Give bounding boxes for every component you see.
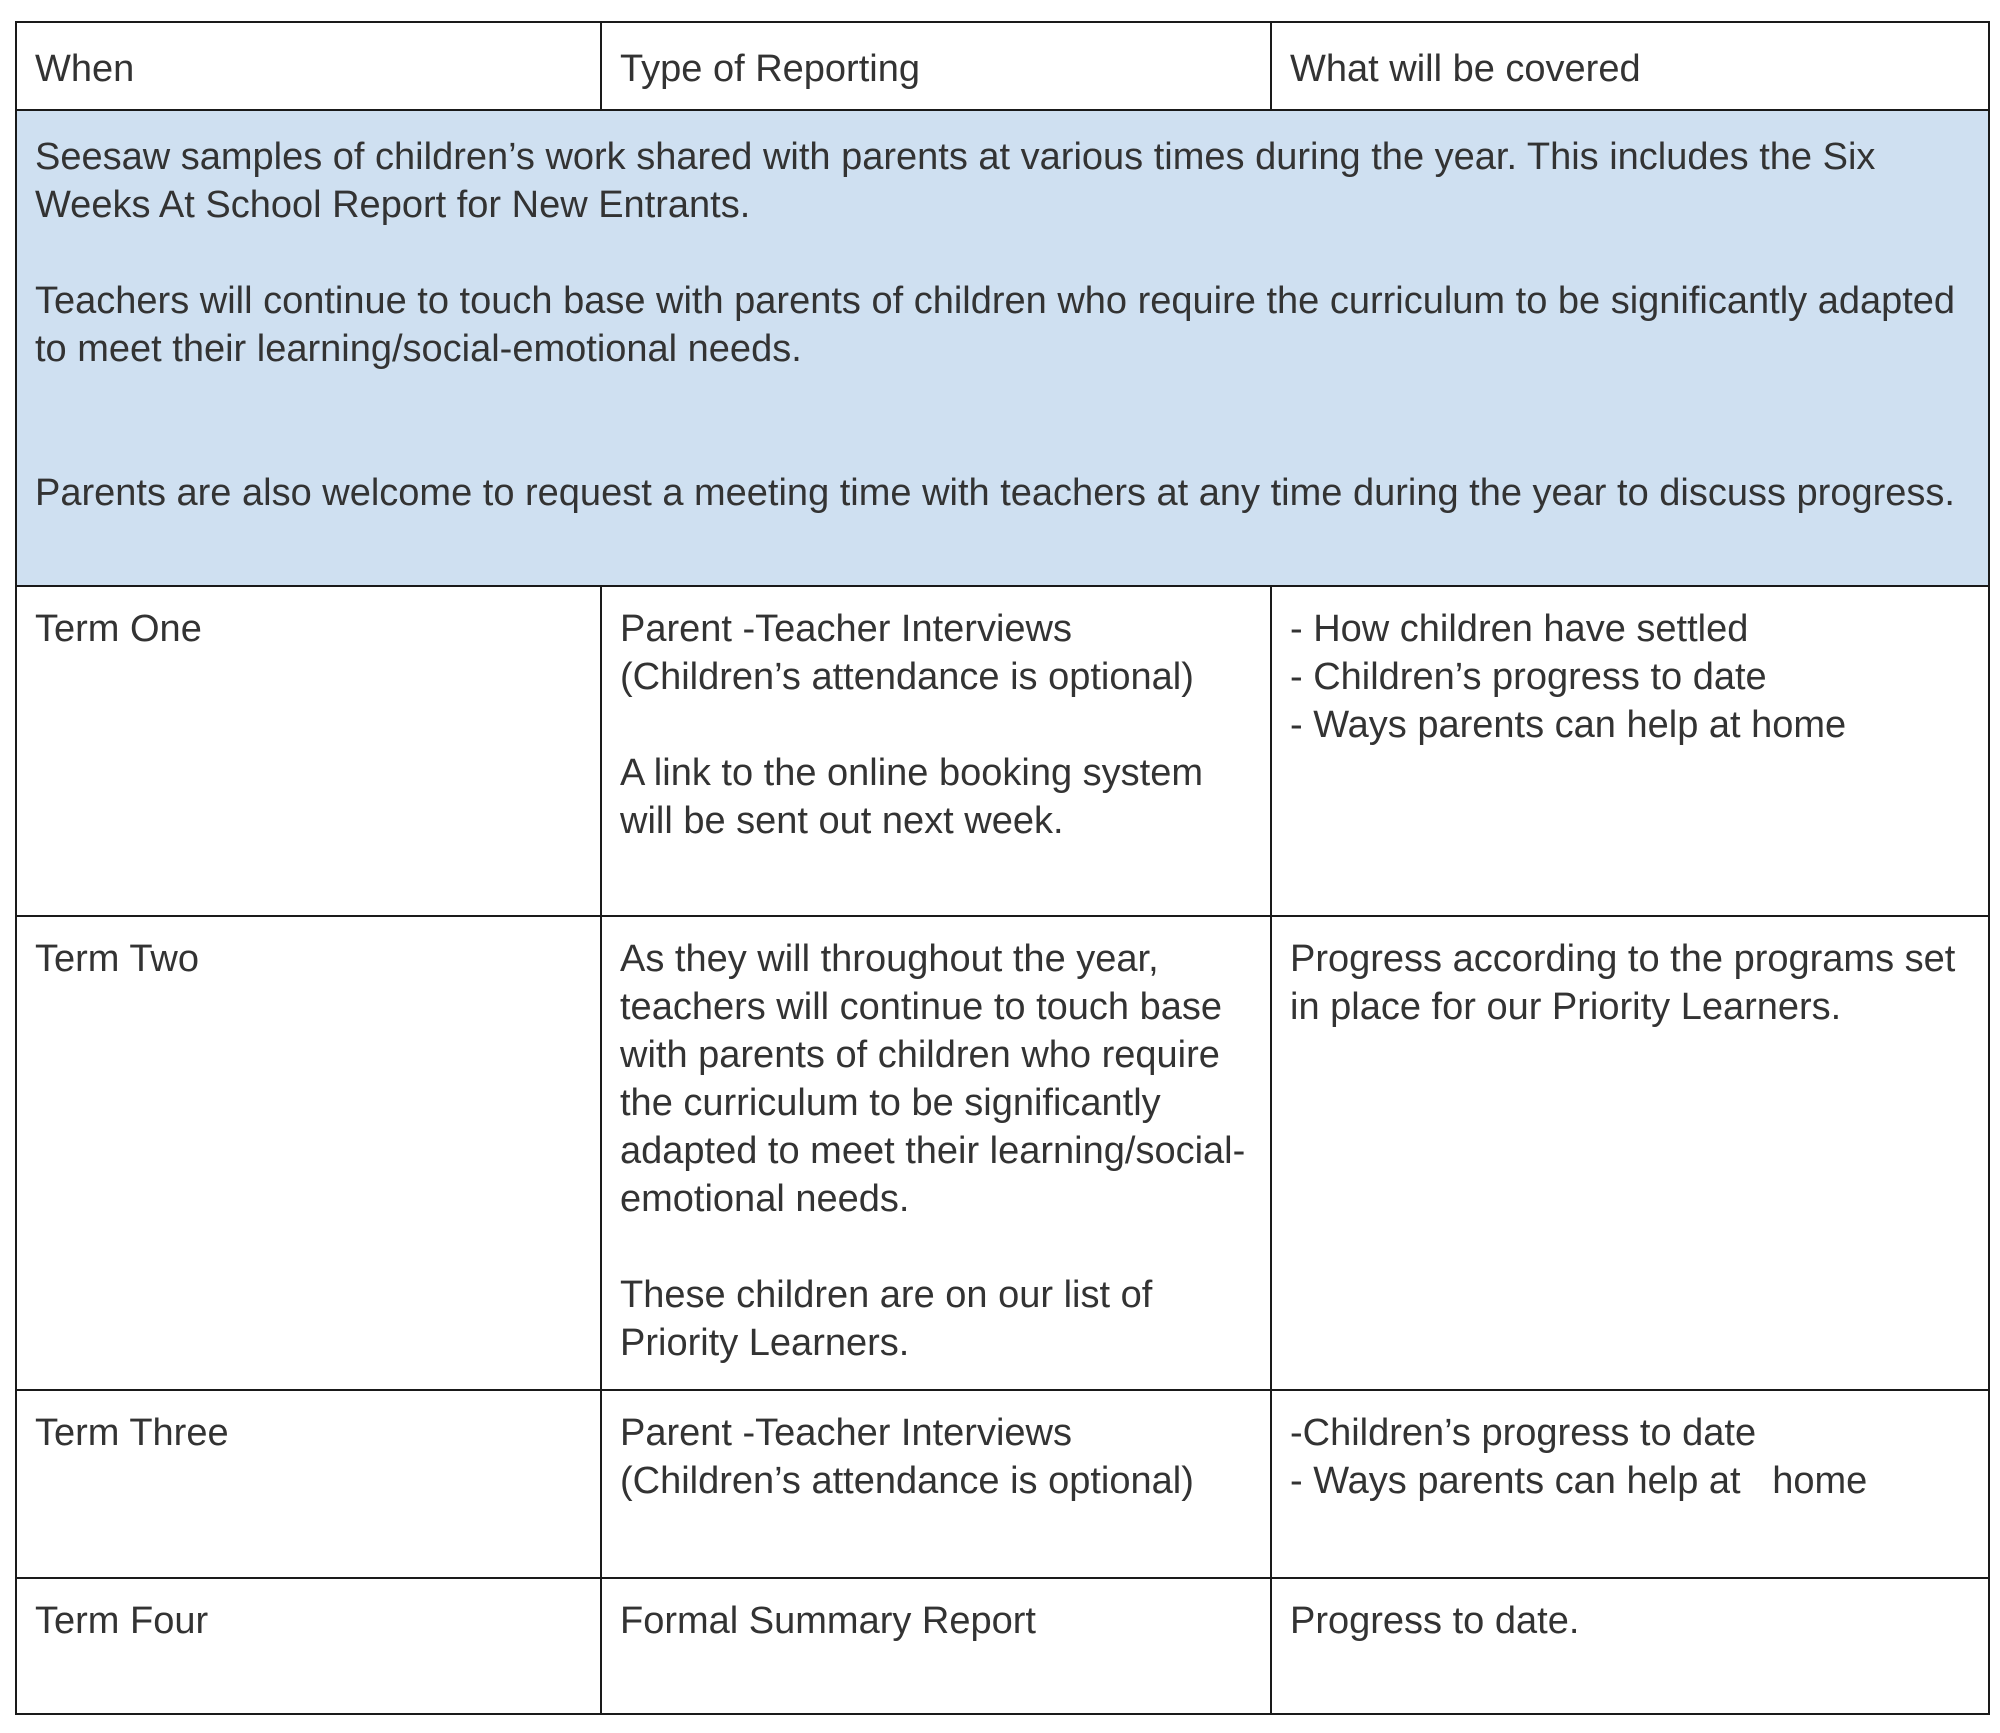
term-two-when: Term Two bbox=[16, 916, 601, 1390]
info-paragraph-teachers: Teachers will continue to touch base with parents of children who require the curriculum to be significantly adapted to meet their learning/social-emotional needs. bbox=[35, 280, 1956, 370]
term-two-type-priority-learners: These children are on our list of Priority Learners. bbox=[620, 1274, 1153, 1364]
term-three-covered-item: -Children’s progress to date bbox=[1290, 1412, 1757, 1454]
header-when: When bbox=[16, 22, 601, 110]
table-header-row bbox=[16, 22, 1989, 110]
term-three-when: Term Three bbox=[16, 1390, 601, 1578]
term-two-type-touch-base: As they will throughout the year, teachers will continue to touch base with parents of children who require the curriculum to be significantly adapted to meet their learning/social-emotional needs. bbox=[620, 938, 1246, 1220]
term-three-type: Parent -Teacher Interviews (Children’s attendance is optional) bbox=[601, 1390, 1271, 1578]
header-type-of-reporting: Type of Reporting bbox=[601, 22, 1271, 110]
term-one-covered-item: - How children have settled bbox=[1290, 608, 1749, 650]
term-one-covered-item: - Ways parents can help at home bbox=[1290, 704, 1847, 746]
table-row-term-three bbox=[16, 1390, 1989, 1578]
general-info-cell bbox=[16, 110, 1989, 586]
term-two-covered: Progress according to the programs set in place for our Priority Learners. bbox=[1271, 916, 1989, 1390]
term-one-covered bbox=[1271, 586, 1989, 916]
table-row-term-one bbox=[16, 586, 1989, 916]
general-info-row bbox=[16, 110, 1989, 586]
table-row-term-two bbox=[16, 916, 1989, 1390]
info-paragraph-parents: Parents are also welcome to request a meeting time with teachers at any time during the year to discuss progress. bbox=[35, 472, 1955, 514]
term-three-covered-item: - Ways parents can help at home bbox=[1290, 1460, 1868, 1502]
info-paragraph-seesaw: Seesaw samples of children’s work shared with parents at various times during the year. This includes the Six Weeks At School Report for New Entrants. bbox=[35, 136, 1876, 226]
header-what-will-be-covered: What will be covered bbox=[1271, 22, 1989, 110]
reporting-schedule-table bbox=[15, 21, 1990, 1715]
term-four-type: Formal Summary Report bbox=[601, 1578, 1271, 1714]
term-three-covered bbox=[1271, 1390, 1989, 1578]
term-two-type bbox=[601, 916, 1271, 1390]
term-one-type bbox=[601, 586, 1271, 916]
term-one-type-interviews: Parent -Teacher Interviews (Children’s attendance is optional) bbox=[620, 608, 1194, 698]
term-four-when: Term Four bbox=[16, 1578, 601, 1714]
table-row-term-four bbox=[16, 1578, 1989, 1714]
term-one-covered-item: - Children’s progress to date bbox=[1290, 656, 1767, 698]
term-four-covered: Progress to date. bbox=[1271, 1578, 1989, 1714]
term-one-when: Term One bbox=[16, 586, 601, 916]
term-one-type-booking: A link to the online booking system will be sent out next week. bbox=[620, 752, 1204, 842]
